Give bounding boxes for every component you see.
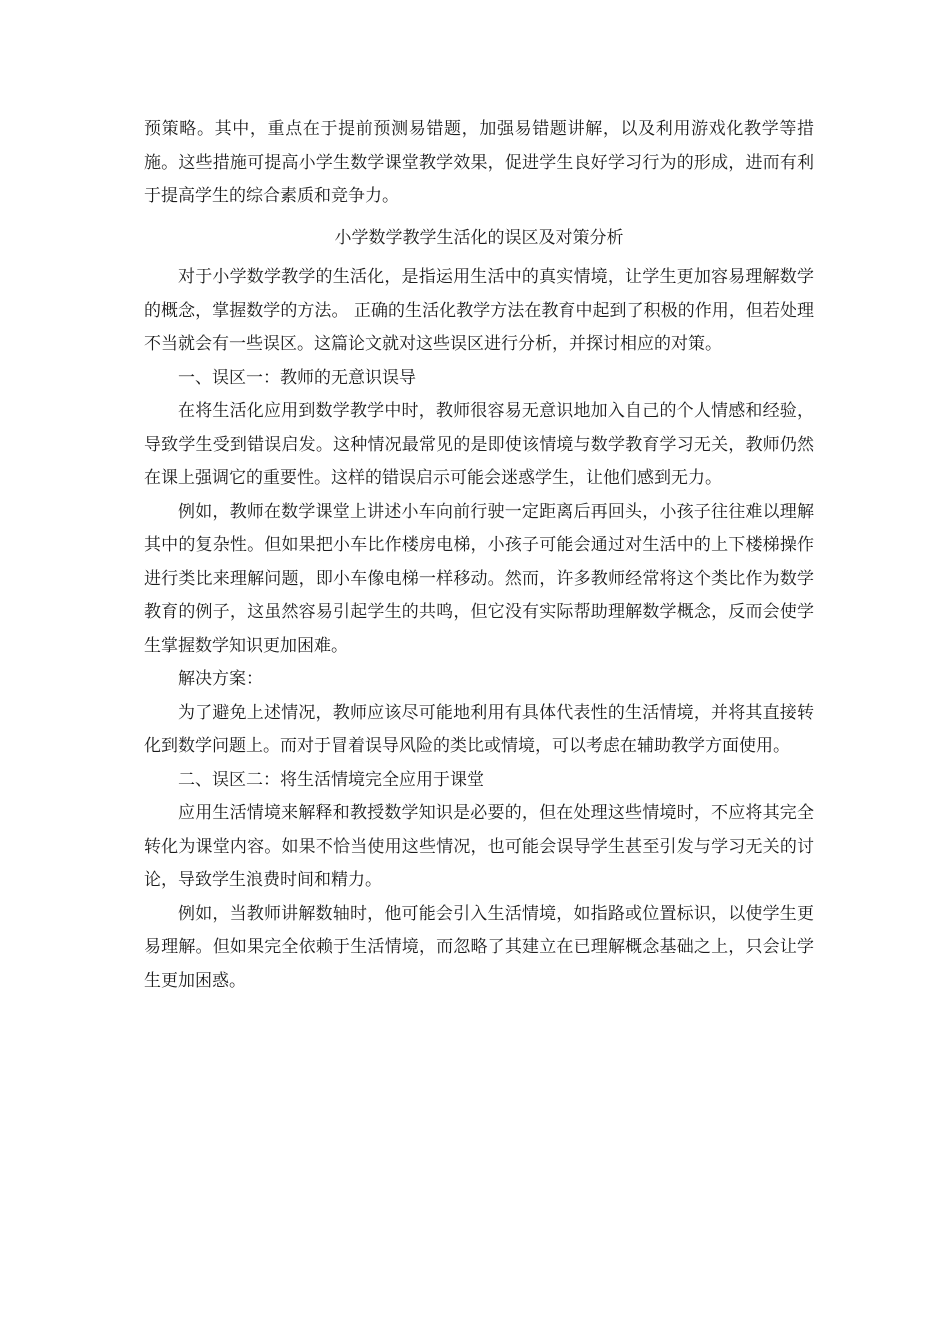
paragraph-intro: 对于小学数学教学的生活化，是指运用生活中的真实情境，让学生更加容易理解数学的概念，掌握数学的方法。 正确的生活化教学方法在教育中起到了积极的作用，但若处理不当就会有一些误区。这篇论文就对这些误区进行分析，并探讨相应的对策。 [144, 267, 814, 354]
intro-paragraph: 预策略。其中，重点在于提前预测易错题，加强易错题讲解，以及利用游戏化教学等措施。这些措施可提高小学生数学课堂教学效果，促进学生良好学习行为的形成，进而有利于提高学生的综合素质和竞争力。 [144, 119, 814, 206]
paragraph: 应用生活情境来解释和教授数学知识是必要的，但在处理这些情境时，不应将其完全转化为课堂内容。如果不恰当使用这些情况，也可能会误导学生甚至引发与学习无关的讨论，导致学生浪费时间和精力。 [144, 803, 814, 890]
section-heading-misconception-one: 一、误区一：教师的无意识误导 [178, 367, 416, 388]
paragraph: 为了避免上述情况，教师应该尽可能地利用有具体代表性的生活情境，并将其直接转化到数学问题上。而对于冒着误导风险的类比或情境，可以考虑在辅助教学方面使用。 [144, 702, 814, 756]
article-title: 小学数学教学生活化的误区及对策分析 [334, 227, 624, 248]
paragraph: 在将生活化应用到数学教学中时，教师很容易无意识地加入自己的个人情感和经验，导致学生受到错误启发。这种情况最常见的是即使该情境与数学教育学习无关，教师仍然在课上强调它的重要性。这样的错误启示可能会迷惑学生，让他们感到无力。 [144, 401, 814, 488]
solution-heading: 解决方案： [178, 669, 263, 689]
document-body [144, 113, 814, 998]
section-heading-misconception-two: 二、误区二：将生活情境完全应用于课堂 [178, 769, 484, 790]
paragraph: 例如，教师在数学课堂上讲述小车向前行驶一定距离后再回头，小孩子往往难以理解其中的复杂性。但如果把小车比作楼房电梯，小孩子可能会通过对生活中的上下楼梯操作进行类比来理解问题，即小车像电梯一样移动。然而，许多教师经常将这个类比作为数学教育的例子，这虽然容易引起学生的共鸣，但它没有实际帮助理解数学概念，反而会使学生掌握数学知识更加困难。 [144, 501, 814, 656]
paragraph: 例如，当教师讲解数轴时，他可能会引入生活情境，如指路或位置标识，以使学生更易理解。但如果完全依赖于生活情境，而忽略了其建立在已理解概念基础之上，只会让学生更加困惑。 [144, 903, 814, 991]
